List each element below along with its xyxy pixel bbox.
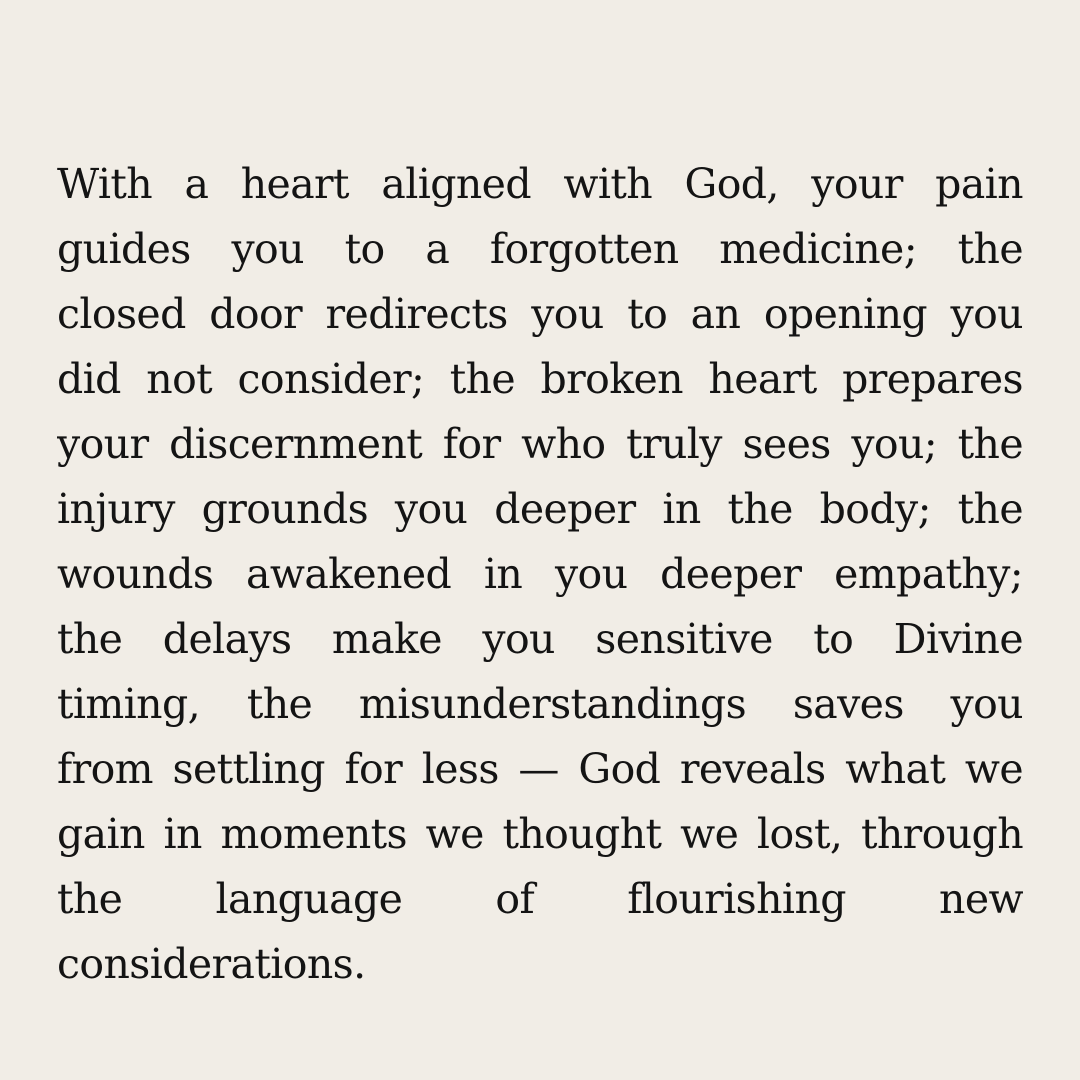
quote-line: from settling for less — God reveals what we [57,745,1023,793]
quote-line: With a heart aligned with God, your pain [57,160,1023,208]
quote-line: wounds awakened in you deeper empathy; [57,550,1023,598]
quote-line: closed door redirects you to an opening you [57,290,1023,338]
quote-line: your discernment for who truly sees you; the [57,420,1023,468]
quote-line: the language of flourishing new [57,875,1023,923]
quote-line: the delays make you sensitive to Divine [57,615,1023,663]
quote-line: did not consider; the broken heart prepares [57,355,1023,403]
quote-text [57,152,1023,997]
quote-line-last: considerations. [57,940,366,988]
quote-line: injury grounds you deeper in the body; the [57,485,1023,533]
quote-line: timing, the misunderstandings saves you [57,680,1023,728]
quote-line: guides you to a forgotten medicine; the [57,225,1023,273]
quote-line: gain in moments we thought we lost, through [57,810,1023,858]
